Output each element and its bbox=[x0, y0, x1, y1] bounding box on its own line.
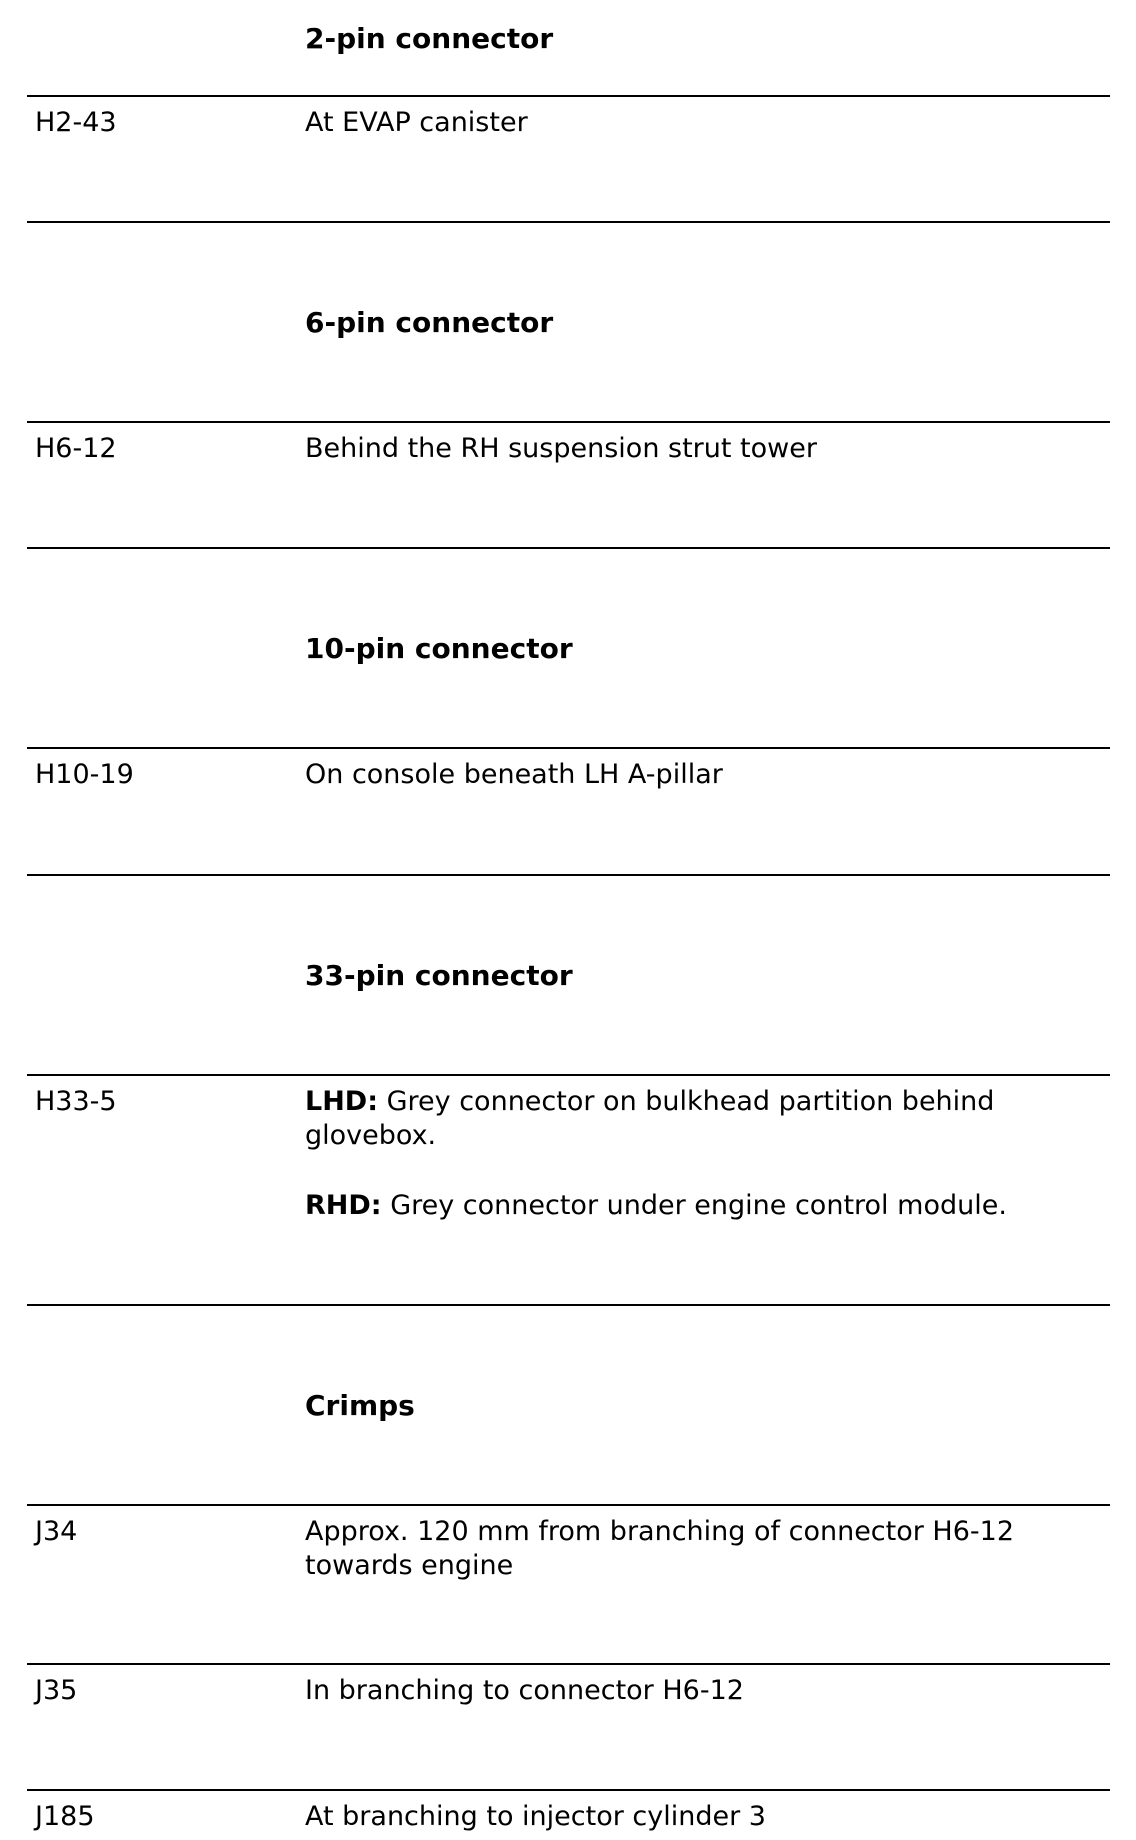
row-divider bbox=[27, 747, 1110, 749]
row-divider bbox=[27, 1504, 1110, 1506]
connector-description bbox=[305, 1085, 1105, 1223]
row-divider bbox=[27, 547, 1110, 549]
connector-description: Behind the RH suspension strut tower bbox=[305, 433, 817, 464]
section-heading-33-pin: 33-pin connector bbox=[305, 959, 573, 992]
connector-description: At branching to injector cylinder 3 bbox=[305, 1801, 766, 1832]
row-divider bbox=[27, 95, 1110, 97]
row-divider bbox=[27, 1074, 1110, 1076]
connector-code: J34 bbox=[35, 1516, 78, 1547]
connector-description: On console beneath LH A-pillar bbox=[305, 759, 723, 790]
row-divider bbox=[27, 1789, 1110, 1791]
rhd-label: RHD: bbox=[305, 1190, 382, 1221]
section-heading-10-pin: 10-pin connector bbox=[305, 632, 573, 665]
section-heading-6-pin: 6-pin connector bbox=[305, 306, 554, 339]
row-divider bbox=[27, 421, 1110, 423]
connector-description: Approx. 120 mm from branching of connector H6-12 towards engine bbox=[305, 1516, 1015, 1581]
connector-code: H33-5 bbox=[35, 1086, 117, 1117]
connector-code: J35 bbox=[35, 1675, 78, 1706]
row-divider bbox=[27, 1304, 1110, 1306]
rhd-note bbox=[305, 1189, 1105, 1223]
section-heading-crimps: Crimps bbox=[305, 1389, 415, 1422]
lhd-note bbox=[305, 1085, 1105, 1153]
lhd-text: Grey connector on bulkhead partition behind glovebox. bbox=[305, 1086, 995, 1151]
connector-code: J185 bbox=[35, 1801, 95, 1832]
section-heading-2-pin: 2-pin connector bbox=[305, 22, 554, 55]
connector-code: H10-19 bbox=[35, 759, 134, 790]
row-divider bbox=[27, 221, 1110, 223]
connector-description: At EVAP canister bbox=[305, 107, 528, 138]
row-divider bbox=[27, 874, 1110, 876]
lhd-label: LHD: bbox=[305, 1086, 379, 1117]
row-divider bbox=[27, 1663, 1110, 1665]
connector-code: H6-12 bbox=[35, 433, 117, 464]
connector-description: In branching to connector H6-12 bbox=[305, 1675, 744, 1706]
rhd-text: Grey connector under engine control module. bbox=[390, 1190, 1007, 1221]
connector-code: H2-43 bbox=[35, 107, 117, 138]
